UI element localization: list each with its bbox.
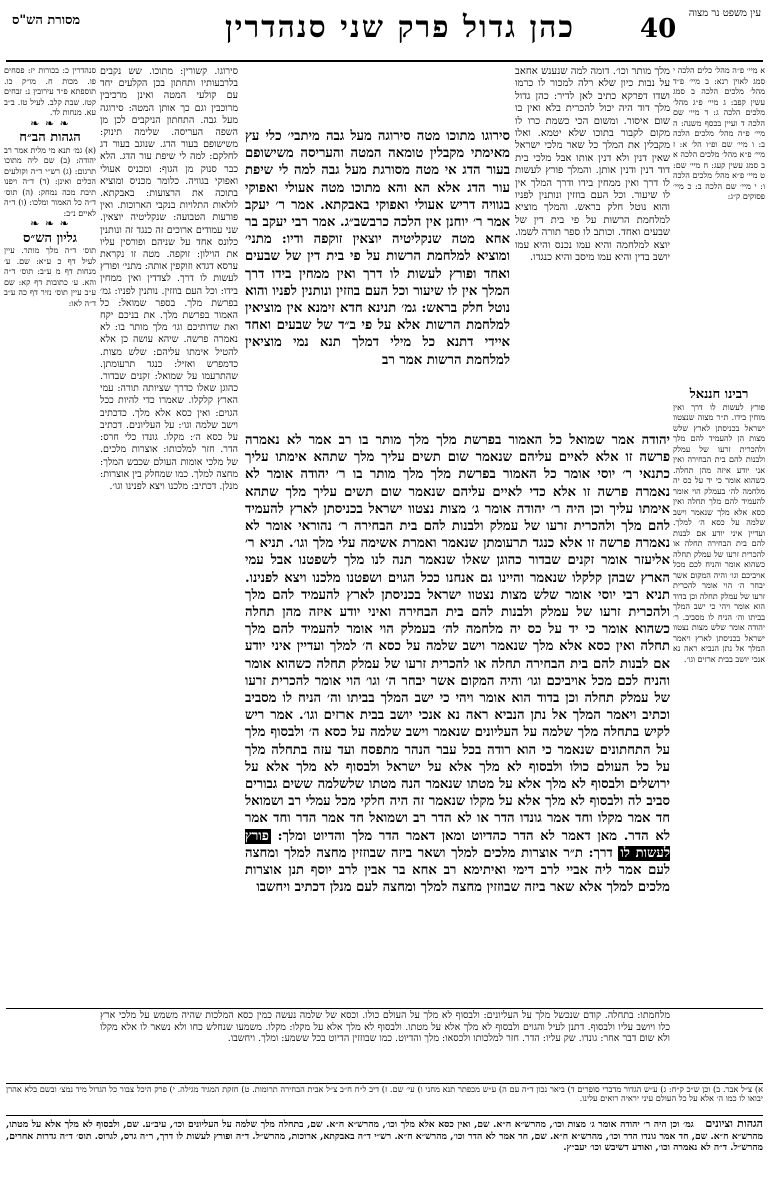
rabbeinu-chananel-title: רבינו חננאל — [689, 387, 749, 402]
ein-mishpat-column — [673, 66, 765, 382]
bottom-rule-1 — [6, 1008, 763, 1009]
gemara-upper-text: סירוגו מתוכו מטה סירוגה מעל גבה מיתבי׳ כלי עץ מאימתי מקבלין טומאה המטה והעריסה משישופם בעור הדג אי מטה מסורגת מעל גבה למה לי שיפת עור הדג אלא הא והא מתוכו מטה אעולי ואפוקי בגוויה דריש אעולי ואפוקי באבקתא. אמר ר׳ יעקב אמר ר׳ יוחנן אין הלכה כרבשב״ג. אמר רבי יעקב בר אחא מטה שנקליטיה יוצאין זוקפה ודיו: מתני׳ ומוציא למלחמת הרשות על פי בית דין של שבעים ואחד ופורץ לעשות לו דרך ואין ממחין בידו דרך המלך אין לו שיעור וכל העם בוזזין ונותנין לפניו והוא נוטל חלק בראש: גמ׳ תנינא חדא זימנא אין מוציאין למלחמת הרשות אלא על פי ב״ד של שבעים ואחד איידי דתנא כל מילי דמלך תנא נמי מוציאין למלחמת הרשות אמר רב — [245, 129, 510, 368]
bottom-rule-3 — [6, 1115, 763, 1116]
hagahot-habach-title: הגהות הב״ח — [19, 130, 81, 145]
highlighted-phrase[interactable]: פורץ לעשות לו — [245, 828, 670, 861]
page-title: כהן גדול פרק שני סנהדרין — [224, 10, 576, 45]
bottom-rule-2 — [6, 1083, 763, 1084]
gemara-upper-block — [245, 128, 510, 430]
hagahot-tziyunim-title: הגהות וציונים — [705, 1118, 763, 1130]
ornament-divider: ❧ ❧ ❧ — [30, 116, 70, 130]
ornament-divider-2: ❧ ❧ ❧ — [30, 217, 70, 230]
page-header — [0, 0, 769, 62]
gemara-main-block — [245, 432, 670, 1008]
hagahot-habach-text: (א) גמ׳ תנא מי מלית אמר רב יהודה: (ב) שם ליה מתוכו תרגום: (ג) רש״י ד״ה וקולעים הכלים ואינן: (ד) ד״ה ויפנו תיבת מכה נמחק: (ה) תוס׳ ד״ה כל האמור ומלכו: (ו) ד״ה לאיים נ״ב: — [4, 145, 96, 218]
left-margin-column — [4, 66, 96, 1086]
tosafot-column — [100, 66, 238, 1001]
rashi-text: מלך מותר וכו׳. דומה למה שנענש אחאב על נבות כיון שלא רלה למכור לו כרמו ושדו דפרקא כתיב לאן לדיר: כהן גדול מלך דוד היה יכול להכרית בלא ואין בו שום איסור. ומשום הכי כשמת כרו לו מקום לקבור בתוכו שלא יטמא. ואלו מקבלין את המלך כל שאר מלכי ישראל שאין דנין ולא דנין אותו אבל מלכי בית דוד דנין ודנין אותן. והמלך פורץ לעשות לו דרך ואין ממחין בידו ודרך המלך אין לו שיעור. וכל העם בוזזין ונותנין לפניו והוא נוטל חלק בראש. והמלך מוציא למלחמת הרשות על פי בית דין של שבעים ואחד. וכותב לו ספר תורה לשמו. יוצא למלחמה והיא עמו נכנס והיא עמו יושב בדין והיא עמו מיסב והיא כנגדו. — [515, 66, 670, 264]
tosafot-text: סירוגו. קשורין: מתוכו. שש נקבים בלרבעותיו ותחתון בכן הקלעים יחד עם קולעי המטה ואינן מרכיבין מרוכבין וגם כך אותן המטה: סירוגה מעל גבה. התחתון הניקבים לכן מן השפה העריסה. שלימה תינוק: משישופם בעור הדג. שנוגב בעור דג לחלקם: למה לי שיפת עור הדג. הלא כבר סנוק מן הגוף: ומכניס אעולי ואפוקי בגוויה. כלומר מכניס ומוציא בתוכה את הרצועות: באבקתא. לולאות התלויות בנקבי הארוכות. ואין פורעות הטבועה: שנקליטיה יוצאין. שני עמודים ארוכים זה כנגד זה ונותנין כלונס אחד על שניהם ופורסין עליו את הוילון: זוקפה. מטה זו נקראת ערסא דגדא וזוקפין אותה: מתני׳ ופורץ לעשות לו דרך. לצדדין ואין ממחין בידו: וכל העם בוזזין. נותנין לפניו: גמ׳ בפרשת מלך. בספר שמואל: כל האמור בפרשת מלך. את בניכם יקח ואת שדותיכם וגו׳ מלך מותר בו: לא נאמרה פרשה. שיהא עושה כן אלא להטיל אימתו עליהם: שלש מצות. כדמפרש ואזיל: כנגד תרעומתן. שהתרעמו על שמואל: זקנים שבדור. כהוגן שאלו כדרך שציותה תורה: עמי הארץ קלקלו. שאמרו כדי להיות ככל הגוים: ואין כסא אלא מלך. כדכתיב וישב שלמה וגו׳: על העליונים. דכתיב על כסא ה׳: מקלו. גונדו כלי חרס: הדר. חזר למלכותו: אוצרות מלכים. של מלכי אומות העולם שכבש המלך: מחצה למלך. כמו שמחלק בין אוצרות: מנלן. דכתיב: מלכנו ויצא לפנינו וגו׳. — [100, 66, 238, 492]
hagahot-tziyunim-text: גמ׳ וכן היה ר׳ יהודה אומר ג׳ מצות וכו׳, מהרש״א ח״א. שם, ואין כסא אלא מלך וכו׳, מהרש״א ח״א. שם, בתחלה מלך שלמה על העליונים וכו׳, עיב״ע. שם, ולבסוף לא מלך אלא על מטתו, מהרש״א ח״א. שם, חד אמר גונדו הדר וכו׳, מהרש״א ח״א. שם, חד אמר לא הדר וכו׳, מהרש״א ח״א. רש״י ד״ה באבקתא, ארוכות, מהרש״ל. ד״ה ופורץ לעשות לו דרך, ר״ה גרס, לגרוס. תוס׳ ד״ה גדרות אחרים, מהרש״ל. ד״ה לא נאמרה וכו׳, ואודע דשיבש וכו׳ יעב״ץ. — [6, 1119, 763, 1154]
mesoret-hashas-label: מסורת הש"ס — [12, 13, 81, 28]
hagahot-tziyunim-block — [6, 1118, 763, 1188]
header-rule — [6, 60, 763, 62]
rashi-column — [515, 66, 670, 430]
ein-mishpat-header: עין משפט נר מצוה — [688, 8, 761, 19]
rashi-bottom-text: מלחמתו: בתחלה. קודם שנכשל מלך על העליונים: ולבסוף לא מלך על העולם כולו. וכסא של שלמה נעשה כמין כסא המלכות שהיה משמש על מלכי ארץ כלו ויושב עליו ולבסוף. דתנן לעיל והגוים ולבסוף לא מלך אלא על מטתו. ולבסוף לא מלך אלא על מקלו: מקלו. משמעו שנחלש כחו ולא נשאר לו אלא מקלו ולא שום דבר אחר: גונדו. שק עליו: הדר. חזר למלכותו ולכסאו: מלך והדיוט. כמו שבוזזין הדיוט בכל ששמע: ומלך. ויחשבו. — [100, 1010, 670, 1045]
rabbeinu-chananel-text: פורץ לעשות לו דרך ואין מוחין בידו. ת״ר מצוה שנצטוו ישראל בכניסתן לארץ שלש מצות הן להעמיד להם מלך ולהכרית זרעו של עמלק ולבנות להם בית הבחירה ואין אני יודע איזה מהן תחלה. כשהוא אומר כי יד על כס יה מלחמה לה׳ בעמלק הוי אומר להעמיד להם מלך תחלה ואין כסא אלא מלך שנאמר וישב שלמה על כסא ה׳ למלך. ועדיין איני יודע אם לבנות להם בית הבחירה תחלה או להכרית זרעו של עמלק תחלה כשהוא אומר והניח לכם מכל אויביכם וגו׳ והיה המקום אשר יבחר ה׳ הוי אומר להכרית זרעו של עמלק תחלה וכן בדוד הוא אומר ויהי כי ישב המלך בביתו וה׳ הניח לו מסביב. ר׳ יהודה אומר שלש מצות נצטוו ישראל בכניסתן לארץ ויאמר המלך אל נתן הנביא ראה נא אנכי יושב בבית ארזים וגו׳. — [673, 402, 765, 664]
margin-references: סנהדרין כ: בכורות יז: פסחים פו. מכות ח. מו״ק כו. תוספתא פ״ד עירובין נ: זבחים קטז. שבת קלב. לעיל טז. ב״ב עא. מנחות לד. — [4, 66, 96, 117]
footnote-strip-text: א) צ״ל אבר. ב) וכן ש״כ ק״ח: ג) ע״ש הגדור מדברי סופרים ד) ביאר נכון ד״ה עם ה) ע״ש מכפתר תנא מחני ו) עי׳ שם. ז) דיב ל״ח ח״ב צ״ל אבית הבחירה תרומות. ט) חזקת המגיד מגילה. י) פרק היכל צבור כל הגדול מיד נמצ׳ ובשם בלא אהרן יבואו לו כמו ה׳ אלא על כל העולם עיני יראיה רואים עלינו. — [6, 1085, 763, 1104]
gemara-text-before: יהודה אמר שמואל כל האמור בפרשת מלך מלך מותר בו רב אמר לא נאמרה פרשה זו אלא לאיים עליהם שנאמר שום תשים עליך מלך שתהא אימתו עליך כתנאי ר׳ יוסי אומר כל האמור בפרשת מלך מלך מותר בו ר׳ יהודה אומר לא נאמרה פרשה זו אלא כדי לאיים עליהם שנאמר שום תשים עליך מלך שתהא אימתו עליך וכן היה ר׳ יהודה אומר ג׳ מצות נצטוו ישראל בכניסתן לארץ להעמיד להם מלך ולהכרית זרעו של עמלק ולבנות להם בית הבחירה ר׳ נהוראי אומר לא נאמרה פרשה זו אלא כנגד תרעומתן שנאמר ואמרת אשימה עלי מלך וגו׳. תניא ר׳ אליעזר אומר זקנים שבדור כהוגן שאלו שנאמר תנה לנו מלך לשפטנו אבל עמי הארץ שבהן קלקלו שנאמר והיינו גם אנחנו ככל הגוים ושפטנו מלכנו ויצא לפנינו. תניא רבי יוסי אומר שלש מצות נצטוו ישראל בכניסתן לארץ להעמיד להם מלך ולהכרית זרעו של עמלק ולבנות להם בית הבחירה ואיני יודע איזה מהן תחלה כשהוא אומר כי יד על כס יה מלחמה לה׳ בעמלק הוי אומר להעמיד להם מלך תחלה ואין כסא אלא מלך שנאמר וישב שלמה על כסא ה׳ למלך ועדיין איני יודע אם לבנות להם בית הבחירה תחלה או להכרית זרעו של עמלק תחלה כשהוא אומר והניח לכם מכל אויביכם וגו׳ והיה המקום אשר יבחר ה׳ וגו׳ הוי אומר להכרית זרעו של עמלק תחלה וכן בדוד הוא אומר ויהי כי ישב המלך בביתו וה׳ הניח לו מסביב וכתיב ויאמר המלך אל נתן הנביא ראה נא אנכי יושב בבית ארזים וגו׳. אמר ריש לקיש בתחלה מלך שלמה על העליונים שנאמר וישב שלמה על כסא ה׳ ולבסוף מלך על התחתונים שנאמר כי הוא רודה בכל עבר הנהר מתפסח ועד עזה בתחלה מלך על כל העולם כולו ולבסוף לא מלך אלא על ישראל ולבסוף לא מלך אלא על ירושלים ולבסוף לא מלך אלא על מטתו שנאמר הנה מטתו שלשלמה ששים גבורים סביב לה ולבסוף לא מלך אלא על מקלו שנאמר זה היה חלקי מכל עמלי רב ושמואל חד אמר מקלו וחד אמר גונדו הדר או לא הדר רב ושמואל חד אמר הדר וחד אמר לא הדר. מאן דאמר לא הדר כהדיוט ומאן דאמר הדר מלך והדיוט ומלך: — [245, 433, 670, 844]
gilyon-hashas-text: תוס׳ ד״ה מלך מותר. עיין לעיל דף כ ע״א: שם. ע׳ מנחות דף מ ע״ב: תוס׳ ד״ה והא. ע׳ כתובות דף קא: שם ע״ב עיין תוס׳ נזיר דף כה ע״ב ד״ה לאו: — [4, 246, 96, 308]
rabbeinu-chananel-column — [673, 386, 765, 1091]
rashi-bottom-block — [100, 1010, 670, 1080]
footnote-strip — [6, 1085, 763, 1113]
page-number: 40 — [640, 14, 677, 44]
gilyon-hashas-title: גליון הש״ס — [23, 230, 77, 246]
ein-mishpat-text: א מיי׳ פ״ה מהל׳ כלים הלכה י סמג לאוין רנא: ב מיי׳ פ״ד מהל׳ מלכים הלכה ב סמג עשין קפב: ג מיי׳ פ״ג מהל׳ מלכים הלכה ג: ד מיי׳ שם הלכה ד ועיין בכסף משנה: ה מיי׳ פ״ה מהל׳ מלכים הלכה ב: ו מיי׳ שם ופ״ו הל׳ א: ז מיי׳ פ״א מהל׳ מלכים הלכה א ב סמג עשין קעג: ח מיי׳ שם: ט מיי׳ פ״א מהל׳ מלכים הלכה ו: י מיי׳ שם הלכה ב: כ מיי׳ פסוקים ק״ג: — [673, 66, 765, 201]
gemara-text-after: דרך: ת״ר אוצרות מלכים למלך ושאר ביזה שבוזזין מחצה למלך ומחצה לעם אמר ליה אביי לרב דימי ואיתימא רב אחא בר אבין לרב יוסף תנן אוצרות מלכים למלך אלא שאר ביזה שבוזזין מחצה למלך ומחצה לעם מנלן דכתיב ויחשבו — [245, 845, 670, 896]
